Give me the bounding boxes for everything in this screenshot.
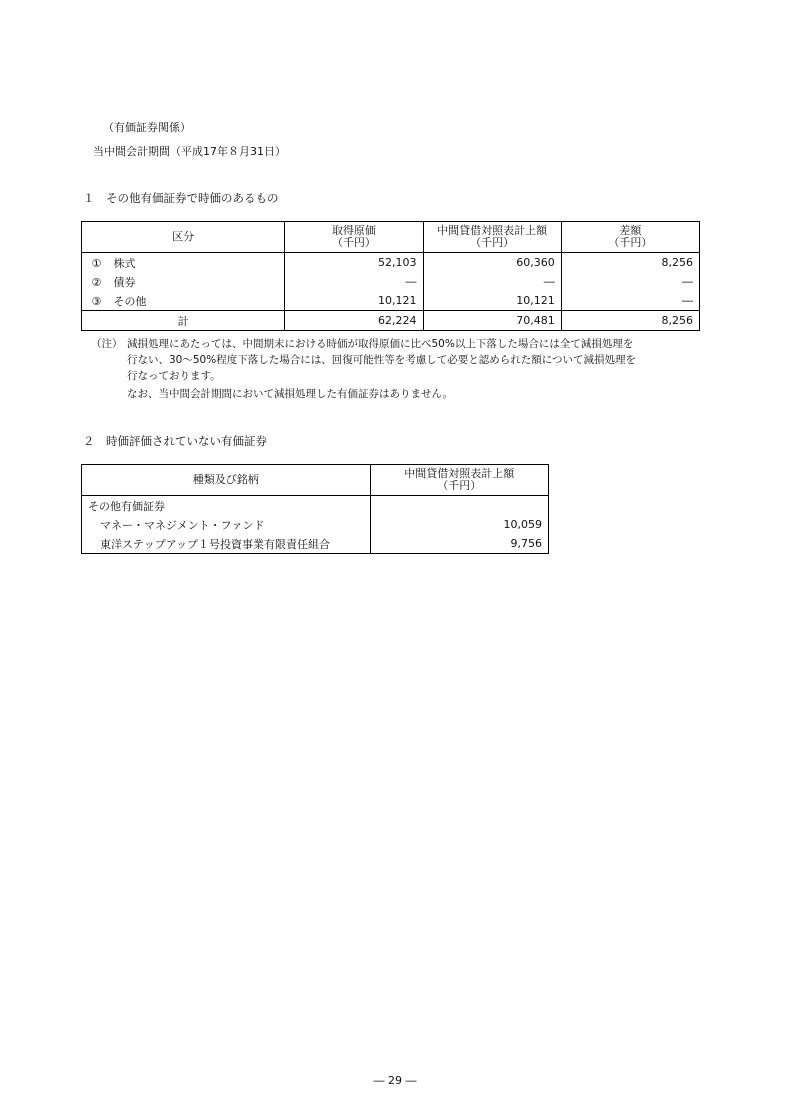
column-header-difference: 差額 （千円） (561, 222, 699, 253)
book-value-cell: 9,756 (370, 534, 548, 554)
column-header-category: 区分 (82, 222, 285, 253)
book-value-cell: 60,360 (423, 253, 561, 273)
column-header-book-value: 中間貸借対照表計上額 （千円） (370, 465, 548, 496)
page-number: ― 29 ― (373, 1074, 417, 1087)
total-difference-cell: 8,256 (561, 311, 699, 331)
column-header-cost: 取得原価 （千円） (285, 222, 423, 253)
security-name: マネー・マネジメント・ファンド (82, 515, 371, 534)
total-label: 計 (82, 311, 285, 331)
total-cost-cell: 62,224 (285, 311, 423, 331)
table-row (82, 496, 549, 516)
note-line: 減損処理にあたっては、中間期末における時価が取得原価に比べ50%以上下落した場合には全て減損処理を (127, 338, 634, 350)
difference-cell: 8,256 (561, 253, 699, 273)
note-line: なお、当中間会計期間において減損処理した有価証券はありません。 (127, 388, 454, 400)
difference-cell: ― (561, 291, 699, 311)
note-label: （注） (91, 338, 123, 350)
cost-cell: 10,121 (285, 291, 423, 311)
table-row (82, 534, 549, 554)
total-row (82, 311, 700, 331)
section-heading: （有価証券関係） (103, 121, 191, 134)
cost-cell: ― (285, 272, 423, 291)
row-label: ③ その他 (82, 291, 285, 311)
column-header-name: 種類及び銘柄 (82, 465, 371, 496)
cost-cell: 52,103 (285, 253, 423, 273)
book-value-cell: ― (423, 272, 561, 291)
row-label: ② 債券 (82, 272, 285, 291)
group-label: その他有価証券 (82, 496, 371, 516)
row-label: ① 株式 (82, 253, 285, 273)
table-row (82, 515, 549, 534)
security-name: 東洋ステップアップ１号投資事業有限責任組合 (82, 534, 371, 554)
securities-table-1 (81, 221, 700, 331)
book-value-cell: 10,059 (370, 515, 548, 534)
section2-title: ２ 時価評価されていない有価証券 (83, 434, 267, 448)
note-line: 行ない、30～50%程度下落した場合には、回復可能性等を考慮して必要と認められた額について減損処理を (127, 354, 636, 366)
book-value-cell: 10,121 (423, 291, 561, 311)
table-header-row (82, 222, 700, 253)
securities-table-2 (81, 464, 549, 554)
table-header-row (82, 465, 549, 496)
table-row (82, 291, 700, 311)
section1-title: １ その他有価証券で時価のあるもの (83, 191, 279, 205)
column-header-book-value: 中間貸借対照表計上額 （千円） (423, 222, 561, 253)
note-line: 行なっております。 (127, 370, 221, 382)
table-row (82, 253, 700, 273)
difference-cell: ― (561, 272, 699, 291)
table-row (82, 272, 700, 291)
total-book-value-cell: 70,481 (423, 311, 561, 331)
period-heading: 当中間会計期間（平成17年８月31日） (93, 145, 286, 158)
